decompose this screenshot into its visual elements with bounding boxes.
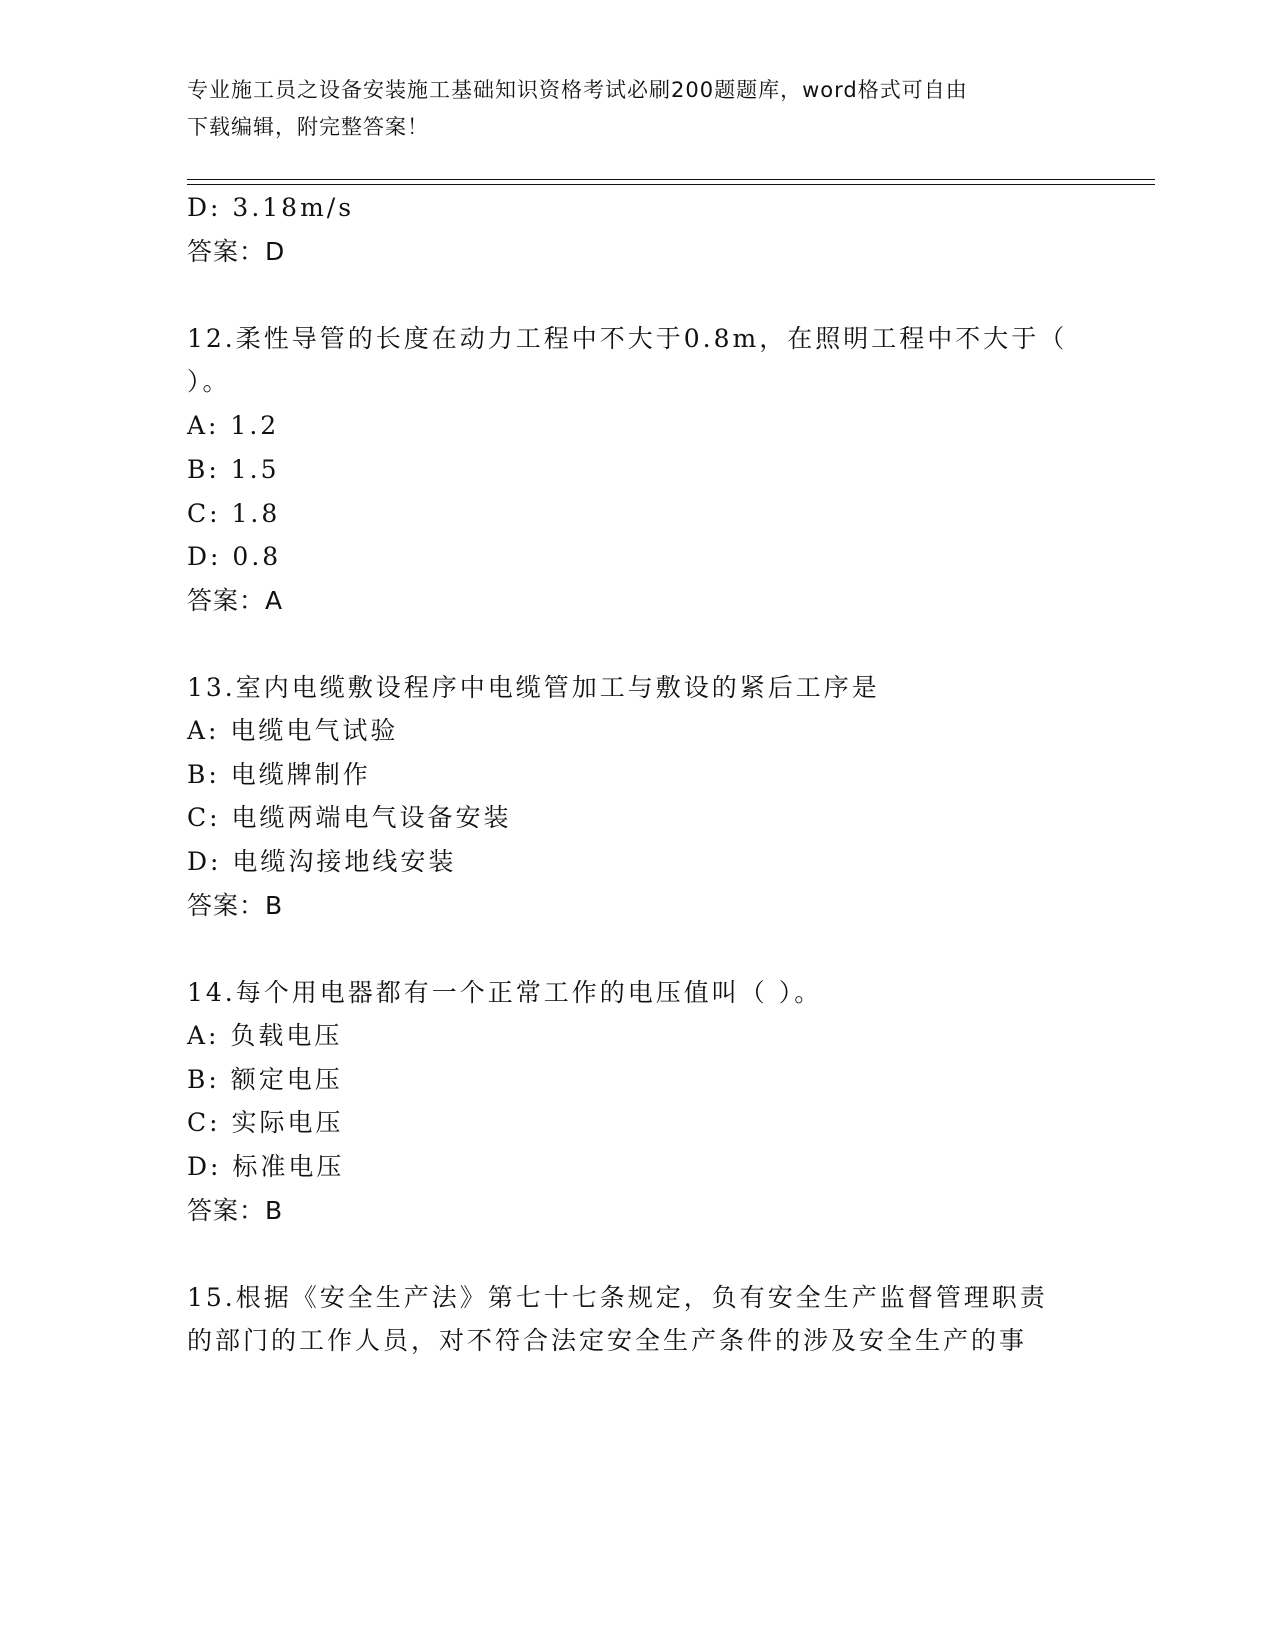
q13-option-b: B: 电缆牌制作 bbox=[187, 760, 371, 789]
q14-option-a: A: 负载电压 bbox=[187, 1021, 343, 1050]
q12-option-c: C: 1.8 bbox=[187, 499, 281, 528]
q13-answer: 答案：B bbox=[187, 891, 284, 920]
q14-option-c: C: 实际电压 bbox=[187, 1108, 344, 1137]
q14-stem: 14.每个用电器都有一个正常工作的电压值叫（ ）。 bbox=[187, 978, 823, 1007]
q14-answer: 答案：B bbox=[187, 1196, 284, 1225]
prev-answer: 答案：D bbox=[187, 237, 286, 266]
q12-option-a: A: 1.2 bbox=[187, 411, 280, 440]
q14-option-b: B: 额定电压 bbox=[187, 1065, 343, 1094]
q12-answer: 答案：A bbox=[187, 586, 284, 615]
prev-option-d: D: 3.18m/s bbox=[187, 193, 355, 222]
header-divider-bottom bbox=[187, 184, 1155, 185]
q13-option-d: D: 电缆沟接地线安装 bbox=[187, 847, 457, 876]
document-header bbox=[187, 72, 1087, 146]
q12-stem-line-1: 12.柔性导管的长度在动力工程中不大于0.8m，在照明工程中不大于（ bbox=[187, 324, 1068, 353]
q12-option-b: B: 1.5 bbox=[187, 455, 280, 484]
q13-option-a: A: 电缆电气试验 bbox=[187, 716, 399, 745]
q14-option-d: D: 标准电压 bbox=[187, 1152, 345, 1181]
header-line-2: 下载编辑，附完整答案！ bbox=[187, 115, 429, 139]
q15-stem-line-1: 15.根据《安全生产法》第七十七条规定，负有安全生产监督管理职责 bbox=[187, 1283, 1048, 1312]
q12-stem-line-2: ）。 bbox=[187, 367, 231, 396]
q15-stem-line-2: 的部门的工作人员，对不符合法定安全生产条件的涉及安全生产的事 bbox=[187, 1326, 1028, 1355]
q13-option-c: C: 电缆两端电气设备安装 bbox=[187, 803, 512, 832]
header-divider-top bbox=[187, 179, 1155, 180]
header-line-1: 专业施工员之设备安装施工基础知识资格考试必刷200题题库，word格式可自由 bbox=[187, 78, 968, 102]
q13-stem: 13.室内电缆敷设程序中电缆管加工与敷设的紧后工序是 bbox=[187, 673, 880, 702]
q12-option-d: D: 0.8 bbox=[187, 542, 282, 571]
